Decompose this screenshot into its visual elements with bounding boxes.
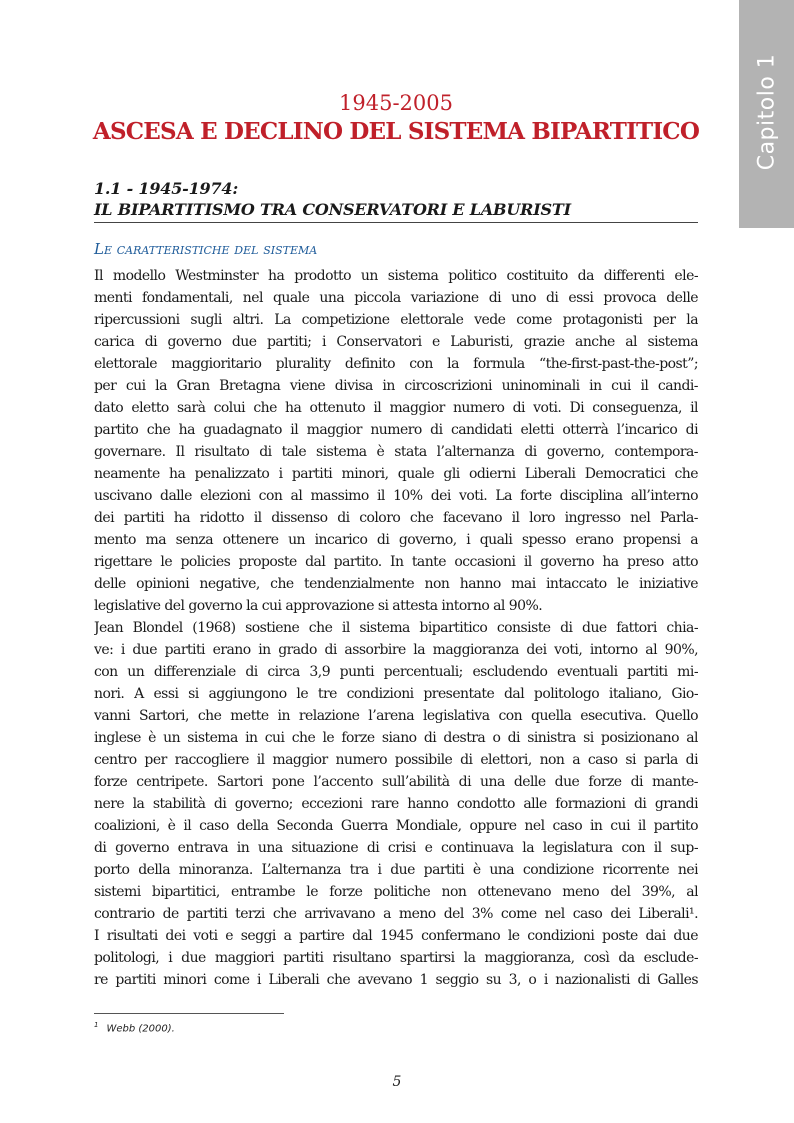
footnote	[94, 1018, 175, 1036]
body-line: ripercussioni sugli altri. La competizione elettorale vede come protagonisti per la	[94, 312, 698, 328]
body-line: nere la stabilità di governo; eccezioni rare hanno condotto alle formazioni di grandi	[94, 796, 698, 812]
body-line: Jean Blondel (1968) sostiene che il sistema bipartitico consiste di due fattori chia-	[94, 620, 698, 636]
footnote-text: Webb (2000).	[106, 1023, 175, 1035]
body-line: politologi, i due maggiori partiti risultano spartirsi la maggioranza, così da esclude-	[94, 950, 698, 966]
body-line: sistemi bipartitici, entrambe le forze politiche non ottenevano meno del 39%, al	[94, 884, 698, 900]
body-line: per cui la Gran Bretagna viene divisa in circoscrizioni uninominali in cui il candi-	[94, 378, 698, 394]
chapter-years: 1945-2005	[339, 91, 453, 115]
body-line: re partiti minori come i Liberali che avevano 1 seggio su 3, o i nazionalisti di Galles	[94, 972, 698, 988]
body-line: vanni Sartori, che mette in relazione l’arena legislativa con quella esecutiva. Quello	[94, 708, 698, 724]
body-line: elettorale maggioritario plurality definito con la formula “the-first-past-the-post”;	[94, 356, 698, 372]
body-line: delle opinioni negative, che tendenzialmente non hanno mai intaccato le iniziative	[94, 576, 698, 592]
body-line: carica di governo due partiti; i Conservatori e Laburisti, grazie anche al sistema	[94, 334, 698, 350]
section-divider	[94, 222, 698, 223]
body-line: partito che ha guadagnato il maggior numero di candidati eletti otterrà l’incarico di	[94, 422, 698, 438]
subsection-title: Le caratteristiche del sistema	[94, 240, 318, 258]
body-line: menti fondamentali, nel quale una piccola variazione di uno di essi provoca delle	[94, 290, 698, 306]
chapter-title: ASCESA E DECLINO DEL SISTEMA BIPARTITICO	[92, 118, 700, 145]
body-line: ve: i due partiti erano in grado di assorbire la maggioranza dei voti, intorno al 90%,	[94, 642, 698, 658]
body-line: coalizioni, è il caso della Seconda Guerra Mondiale, oppure nel caso in cui il partito	[94, 818, 698, 834]
body-line: I risultati dei voti e seggi a partire dal 1945 confermano le condizioni poste dai due	[94, 928, 698, 944]
chapter-side-tab-label: Capitolo 1	[754, 53, 779, 171]
body-line: rigettare le policies proposte dal partito. In tante occasioni il governo ha preso atto	[94, 554, 698, 570]
body-line: contrario de partiti terzi che arrivavano a meno del 3% come nel caso dei Liberali¹.	[94, 906, 698, 922]
section-number: 1.1 - 1945-1974:	[94, 179, 239, 198]
footnote-divider	[94, 1013, 284, 1014]
footnote-marker: 1	[94, 1021, 99, 1029]
body-line: dei partiti ha ridotto il dissenso di coloro che facevano il loro ingresso nel Parla-	[94, 510, 698, 526]
body-line: porto della minoranza. L’alternanza tra i due partiti è una condizione ricorrente nei	[94, 862, 698, 878]
body-line: Il modello Westminster ha prodotto un sistema politico costituito da differenti ele-	[94, 268, 698, 284]
body-line: legislative del governo la cui approvazione si attesta intorno al 90%.	[94, 598, 543, 614]
body-line: nori. A essi si aggiungono le tre condizioni presentate dal politologo italiano, Gio-	[94, 686, 698, 702]
body-text	[94, 265, 698, 991]
body-line: mento ma senza ottenere un incarico di governo, i quali spesso erano propensi a	[94, 532, 698, 548]
body-line: centro per raccogliere il maggior numero possibile di elettori, non a caso si parla di	[94, 752, 698, 768]
body-line: uscivano dalle elezioni con al massimo il 10% dei voti. La forte disciplina all’interno	[94, 488, 698, 504]
section-heading	[94, 178, 698, 220]
chapter-side-tab	[739, 0, 794, 228]
body-line: neamente ha penalizzato i partiti minori, quale gli odierni Liberali Democratici che	[94, 466, 698, 482]
body-line: di governo entrava in una situazione di crisi e continuava la legislatura con il sup-	[94, 840, 698, 856]
body-line: con un differenziale di circa 3,9 punti percentuali; escludendo eventuali partiti mi-	[94, 664, 698, 680]
body-line: forze centripete. Sartori pone l’accento sull’abilità di una delle due forze di mante-	[94, 774, 698, 790]
page-number: 5	[392, 1074, 402, 1090]
body-line: governare. Il risultato di tale sistema è stata l’alternanza di governo, contempora-	[94, 444, 698, 460]
body-line: inglese è un sistema in cui che le forze siano di destra o di sinistra si posizionano al	[94, 730, 698, 746]
section-title: IL BIPARTITISMO TRA CONSERVATORI E LABURISTI	[94, 200, 571, 219]
body-line: dato eletto sarà colui che ha ottenuto il maggior numero di voti. Di conseguenza, il	[94, 400, 698, 416]
